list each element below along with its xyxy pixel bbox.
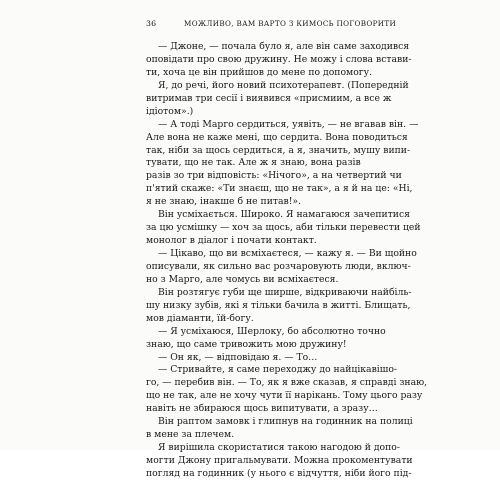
text-line: Він розтягує губи ще ширше, відкриваючи найбіль- — [158, 286, 412, 298]
text-line: погляд на годинник (у нього є відчуття, ніби його під- — [146, 467, 412, 479]
text-line: но з Марго, але чомусь ви всміхаєтеся. — [146, 273, 339, 285]
running-head: МОЖЛИВО, ВАМ ВАРТО З КИМОСЬ ПОГОВОРИТИ — [184, 19, 397, 28]
text-line: ти, хоча це він прийшов до мене по допомогу. — [146, 66, 373, 78]
text-line: п'ятий скаже: «Ти знаєш, що не так», а я й на це: «Ні, — [146, 183, 413, 195]
text-line: — А тоді Марго сердиться, уявіть, — не вгавав він. — — [158, 118, 419, 130]
text-line: — Джоне, — почала було я, але він саме заходився — [158, 41, 410, 52]
text-line: Він раптом замовк і глипнув на годинник на полиці — [158, 416, 413, 428]
text-line: шу низку зубів, які я тільки бачила в житті. Блищать, — [146, 299, 411, 311]
text-line: мов діаманти, їй-богу. — [146, 312, 254, 324]
text-line: — Я усміхаюся, Шерлоку, бо абсолютно точно — [158, 325, 386, 337]
text-line: могти Джону пригальмувати. Можна прокоментувати — [146, 455, 413, 466]
page-header — [146, 19, 397, 31]
text-line: Він усміхається. Широко. Я намагаюся зачепитися — [158, 209, 410, 221]
text-line: тувати, що не так. Але ж я знаю, вона разів — [146, 157, 361, 169]
text-line: оповідати про свою дружину. Не можу і слова встави- — [146, 53, 412, 65]
text-line: ідіотом».) — [146, 105, 194, 117]
text-line: монолог в діалог і почати контакт. — [146, 235, 317, 247]
text-line: го, — перебив він. — То, як я вже сказав, я справді знаю, — [146, 377, 428, 389]
text-line: навіть не збираюся щось випитувати, а зразу… — [146, 403, 378, 415]
text-line: описували, як сильно вас розчаровують люди, включ- — [146, 260, 411, 272]
text-line: — Стривайте, я саме переходжу до найцікавішо- — [158, 364, 398, 376]
text-line: так, ніби за щось сердиться, а я, значить, мушу випи- — [146, 144, 411, 156]
text-line: Але вона не каже мені, що сердита. Вона поводиться — [146, 131, 408, 143]
body-text — [146, 41, 428, 481]
text-line: витримав три сесії і виявився «присмиим, а все ж — [146, 92, 392, 104]
text-line: знаю, що саме тривожить мою дружину! — [146, 338, 347, 350]
text-line: — Цікаво, що ви всміхаєтеся, — кажу я. — Ви щойно — [158, 248, 417, 259]
text-line: в мене за плечем. — [146, 429, 235, 441]
text-line: за цю усмішку — хоч за щось, аби тільки перевести цей — [146, 222, 421, 234]
text-line: — Он як, — відповідаю я. — То… — [158, 351, 318, 363]
page-number: 36 — [146, 19, 157, 28]
text-line: Я вирішила скористатися такою нагодою й допо- — [158, 442, 400, 454]
text-line: Я, до речі, його новий психотерапевт. (Попередній — [158, 79, 409, 91]
text-line: я не знаю, інакше б не питав!». — [146, 196, 302, 208]
text-line: разів зо три відповість: «Нічого», а на четвертий чи — [146, 170, 402, 182]
text-line: що не так, але не хочу чути її нарікань. Тому цього разу — [146, 390, 423, 402]
